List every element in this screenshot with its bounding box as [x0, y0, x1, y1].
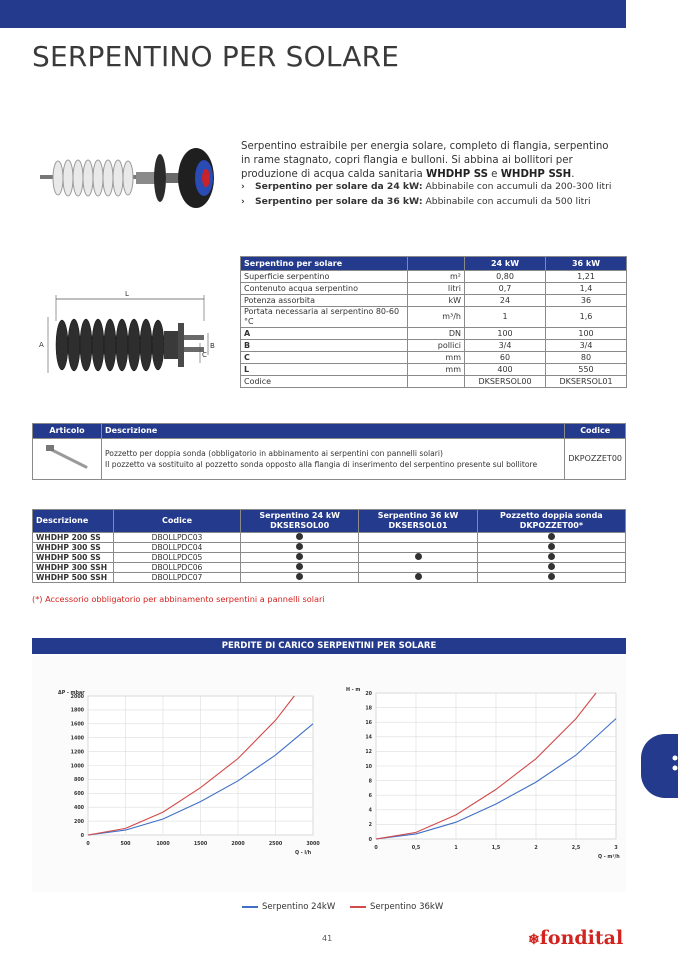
y-tick-label: 200: [73, 819, 84, 825]
spec-cell: 400: [465, 364, 546, 376]
spec-cell: DKSERSOL00: [465, 376, 546, 388]
spec-cell: 1,21: [546, 271, 627, 283]
models-cell-serpentino-36: [359, 533, 477, 543]
models-header-serpentino-36: [359, 510, 477, 533]
y-tick-label: 600: [73, 792, 84, 798]
arrow-right-icon: ›: [241, 181, 245, 192]
snowflake-icon: ❄: [528, 932, 540, 948]
spec-row: [241, 283, 627, 295]
pressure-drop-chart-mbar: [34, 686, 324, 864]
y-tick-label: 10: [365, 764, 372, 770]
spec-cell: kW: [408, 295, 465, 307]
models-row: [33, 563, 626, 573]
bullet-36kw-title: Serpentino per solare da 36 kW:: [255, 196, 423, 207]
article-description: [102, 439, 565, 480]
y-tick-label: 0: [80, 833, 84, 839]
side-tab: [641, 734, 678, 798]
models-header-serpentino-36-title: Serpentino 36 kW: [377, 511, 459, 520]
dimension-label-A: A: [39, 341, 44, 349]
models-cell-desc: WHDHP 500 SSH: [33, 573, 114, 583]
models-cell-pozzetto: [477, 563, 625, 573]
spec-cell: L: [241, 364, 408, 376]
models-header-codice: Codice: [114, 510, 241, 533]
models-cell-code: DBOLLPDC03: [114, 533, 241, 543]
pressure-drop-chart-meters: [336, 686, 624, 864]
models-cell-serpentino-24: [241, 563, 359, 573]
models-cell-pozzetto: [477, 553, 625, 563]
spec-row: [241, 376, 627, 388]
brand-logo: [528, 927, 623, 949]
y-axis-label: ΔP - mbar: [58, 691, 85, 696]
coil-dimension-diagram: [36, 285, 226, 380]
models-row: [33, 573, 626, 583]
article-description-line2: Il pozzetto va sostituito al pozzetto sonda opposto alla flangia di inserimento del serpentino presente sul bollitore: [105, 460, 538, 469]
spec-row: [241, 364, 627, 376]
y-tick-label: 2: [368, 823, 372, 829]
spec-cell: pollici: [408, 340, 465, 352]
spec-row: [241, 307, 627, 328]
spec-header-unit: [408, 257, 465, 271]
models-cell-serpentino-24: [241, 553, 359, 563]
spec-cell: 1,4: [546, 283, 627, 295]
spec-cell: DN: [408, 328, 465, 340]
bullet-36kw-text: Abbinabile con accumuli da 500 litri: [422, 196, 591, 207]
y-tick-label: 12: [365, 750, 372, 756]
dots-icon: [665, 750, 678, 780]
spec-cell: 3/4: [465, 340, 546, 352]
models-cell-serpentino-24: [241, 533, 359, 543]
models-cell-serpentino-36: [359, 553, 477, 563]
intro-text: Serpentino estraibile per energia solare, completo di flangia, serpentino in rame stagnato, copri flangia e bulloni. Si abbina ai bollitori per produzione di acqua calda sanitaria: [241, 141, 609, 180]
spec-row: [241, 340, 627, 352]
y-tick-label: 0: [368, 837, 372, 843]
spec-cell: 60: [465, 352, 546, 364]
models-header-serpentino-24: [241, 510, 359, 533]
spec-cell: 100: [465, 328, 546, 340]
spec-table: [240, 256, 627, 388]
spec-table-header: [241, 257, 627, 271]
models-cell-serpentino-36: [359, 543, 477, 553]
spec-header-24kw: 24 kW: [465, 257, 546, 271]
y-tick-label: 8: [368, 779, 372, 785]
models-cell-pozzetto: [477, 533, 625, 543]
intro-model-a: WHDHP SS: [425, 169, 488, 180]
chart-legend: [230, 902, 443, 912]
page-number: 41: [322, 934, 333, 943]
intro-connector: e: [487, 169, 501, 180]
spec-cell: Potenza assorbita: [241, 295, 408, 307]
x-tick-label: 0: [86, 842, 90, 847]
compatible-dot-icon: [548, 563, 555, 570]
spec-cell: B: [241, 340, 408, 352]
spec-cell: mm: [408, 364, 465, 376]
header-bar: [0, 0, 626, 28]
models-table-body: [33, 533, 626, 583]
x-tick-label: 0: [374, 846, 378, 851]
x-tick-label: 0,5: [411, 846, 421, 851]
models-cell-serpentino-36: [359, 563, 477, 573]
intro-text-end: .: [571, 169, 575, 180]
y-tick-label: 6: [368, 794, 372, 799]
x-axis-label: Q - m³/h: [598, 855, 620, 860]
dimension-label-B: B: [210, 342, 215, 350]
x-tick-label: 500: [120, 842, 131, 847]
models-header-pozzetto: [477, 510, 625, 533]
models-cell-desc: WHDHP 500 SS: [33, 553, 114, 563]
y-tick-label: 400: [73, 806, 84, 811]
arrow-right-icon: ›: [241, 196, 245, 207]
x-axis-label: Q - l/h: [295, 851, 312, 856]
y-tick-label: 4: [368, 808, 372, 814]
y-axis-label: H - m: [346, 688, 361, 693]
compatible-dot-icon: [296, 543, 303, 550]
spec-cell: 0,7: [465, 283, 546, 295]
compatible-dot-icon: [548, 533, 555, 540]
spec-cell: litri: [408, 283, 465, 295]
spec-cell: mm: [408, 352, 465, 364]
x-tick-label: 2500: [268, 842, 283, 847]
models-header-serpentino-24-title: Serpentino 24 kW: [259, 511, 340, 520]
models-cell-desc: WHDHP 300 SS: [33, 543, 114, 553]
spec-cell: 550: [546, 364, 627, 376]
x-tick-label: 1500: [193, 842, 208, 847]
spec-row: [241, 295, 627, 307]
x-tick-label: 1000: [156, 842, 170, 847]
compatible-dot-icon: [548, 553, 555, 560]
models-cell-code: DBOLLPDC04: [114, 543, 241, 553]
page-title: SERPENTINO PER SOLARE: [32, 40, 400, 73]
bullet-36kw: [241, 196, 591, 207]
spec-cell: 1: [465, 307, 546, 328]
y-tick-label: 800: [73, 778, 84, 784]
intro-description: [241, 140, 621, 182]
compatible-dot-icon: [548, 573, 555, 580]
spec-cell: Codice: [241, 376, 408, 388]
spec-cell: [408, 376, 465, 388]
models-row: [33, 533, 626, 543]
models-header-descrizione: Descrizione: [33, 510, 114, 533]
y-tick-label: 2000: [70, 694, 84, 700]
x-tick-label: 3000: [306, 842, 320, 847]
dimension-label-L: L: [125, 290, 129, 298]
y-tick-label: 14: [365, 735, 372, 741]
spec-cell: 100: [546, 328, 627, 340]
article-header-descrizione: Descrizione: [102, 424, 565, 439]
article-code: DKPOZZET00: [565, 439, 626, 480]
spec-cell: m²: [408, 271, 465, 283]
spec-cell: 36: [546, 295, 627, 307]
spec-header-name: Serpentino per solare: [241, 257, 408, 271]
spec-cell: Contenuto acqua serpentino: [241, 283, 408, 295]
spec-cell: 1,6: [546, 307, 627, 328]
legend-line-24kw: [242, 906, 258, 908]
compatible-dot-icon: [296, 553, 303, 560]
models-table-header: [33, 510, 626, 533]
models-cell-serpentino-24: [241, 573, 359, 583]
intro-model-b: WHDHP SSH: [500, 169, 572, 180]
spec-cell: DKSERSOL01: [546, 376, 627, 388]
spec-cell: 0,80: [465, 271, 546, 283]
compatible-dot-icon: [296, 563, 303, 570]
bullet-24kw: [241, 181, 611, 192]
models-header-pozzetto-title: Pozzetto doppia sonda: [500, 511, 603, 520]
x-tick-label: 1,5: [491, 846, 501, 851]
models-header-serpentino-24-code: DKSERSOL00: [270, 521, 330, 530]
models-table: [32, 509, 626, 583]
y-tick-label: 1200: [70, 750, 84, 756]
coil-product-photo: [36, 142, 226, 214]
y-tick-label: 1800: [70, 708, 84, 714]
models-cell-desc: WHDHP 300 SSH: [33, 563, 114, 573]
article-description-line1: Pozzetto per doppia sonda (obbligatorio in abbinamento ai serpentini con pannelli solari): [105, 449, 443, 458]
spec-cell: Portata necessaria al serpentino 80-60 °C: [241, 307, 408, 328]
models-cell-desc: WHDHP 200 SS: [33, 533, 114, 543]
spec-cell: A: [241, 328, 408, 340]
compatible-dot-icon: [415, 553, 422, 560]
legend-line-36kw: [350, 906, 366, 908]
y-tick-label: 16: [365, 721, 372, 726]
x-tick-label: 1: [454, 846, 458, 851]
y-tick-label: 20: [365, 691, 372, 697]
bullet-24kw-text: Abbinabile con accumuli da 200-300 litri: [422, 181, 612, 192]
models-cell-code: DBOLLPDC07: [114, 573, 241, 583]
x-tick-label: 2,5: [571, 846, 581, 851]
y-tick-label: 18: [365, 706, 372, 712]
legend-label-36kw: Serpentino 36kW: [369, 902, 444, 912]
compatible-dot-icon: [296, 533, 303, 540]
y-tick-label: 1400: [70, 736, 84, 742]
models-cell-pozzetto: [477, 573, 625, 583]
spec-cell: m³/h: [408, 307, 465, 328]
spec-row: [241, 352, 627, 364]
brand-name: fondital: [539, 927, 624, 949]
x-tick-label: 2000: [231, 842, 245, 847]
x-tick-label: 3: [614, 846, 618, 851]
legend-label-24kw: Serpentino 24kW: [262, 902, 336, 912]
charts-title: PERDITE DI CARICO SERPENTINI PER SOLARE: [32, 638, 626, 654]
y-tick-label: 1000: [70, 764, 84, 770]
spec-row: [241, 271, 627, 283]
spec-row: [241, 328, 627, 340]
models-cell-code: DBOLLPDC06: [114, 563, 241, 573]
models-row: [33, 543, 626, 553]
models-header-serpentino-36-code: DKSERSOL01: [388, 521, 448, 530]
compatible-dot-icon: [415, 573, 422, 580]
article-table: [32, 423, 626, 480]
spec-cell: Superficie serpentino: [241, 271, 408, 283]
spec-cell: 24: [465, 295, 546, 307]
x-tick-label: 2: [534, 846, 538, 851]
spec-header-36kw: 36 kW: [546, 257, 627, 271]
models-cell-code: DBOLLPDC05: [114, 553, 241, 563]
bullet-24kw-title: Serpentino per solare da 24 kW:: [255, 181, 423, 192]
compatible-dot-icon: [296, 573, 303, 580]
article-image-cell: [33, 439, 102, 480]
spec-cell: C: [241, 352, 408, 364]
models-row: [33, 553, 626, 563]
footnote: (*) Accessorio obbligatorio per abbinamento serpentini a pannelli solari: [32, 594, 325, 604]
sensor-well-icon: [42, 443, 92, 473]
article-header-articolo: Articolo: [33, 424, 102, 439]
article-header-codice: Codice: [565, 424, 626, 439]
dimension-label-C: C: [202, 351, 207, 359]
models-cell-pozzetto: [477, 543, 625, 553]
article-table-header: [33, 424, 626, 439]
spec-cell: 80: [546, 352, 627, 364]
models-cell-serpentino-24: [241, 543, 359, 553]
article-row: [33, 439, 626, 480]
y-tick-label: 1600: [70, 722, 84, 728]
models-header-pozzetto-code: DKPOZZET00*: [519, 521, 584, 530]
models-cell-serpentino-36: [359, 573, 477, 583]
spec-cell: 3/4: [546, 340, 627, 352]
compatible-dot-icon: [548, 543, 555, 550]
